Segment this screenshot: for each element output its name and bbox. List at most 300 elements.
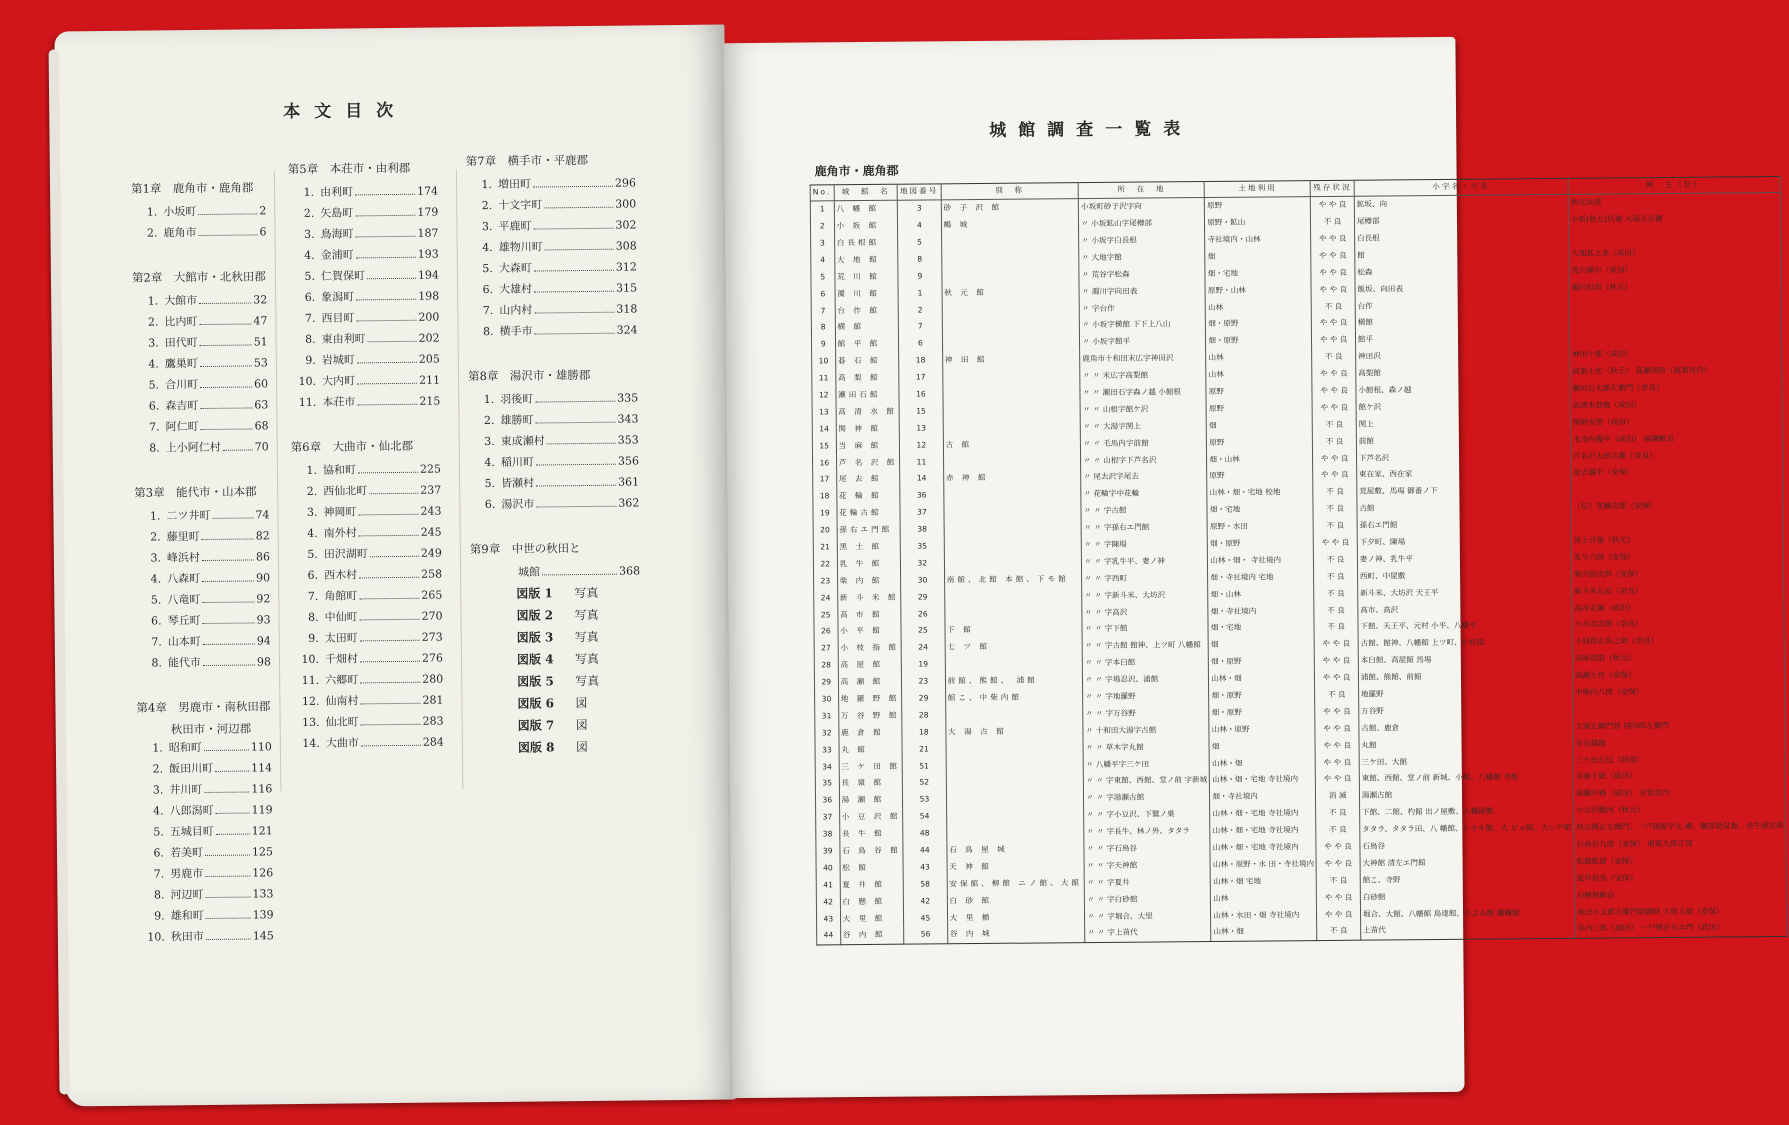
dot-leader (357, 370, 417, 385)
plate-label: 図版 4 (516, 652, 554, 667)
table-cell: 高清水登後（成田） (1570, 396, 1783, 415)
entry-number: 6. (148, 399, 160, 413)
table-cell: や や 良 (1312, 332, 1356, 349)
table-cell: 原野 (1206, 383, 1312, 401)
contents-column-3 (466, 151, 643, 785)
table-cell: 12 (812, 387, 836, 404)
entry-page: 283 (422, 714, 444, 728)
table-cell: 43 (903, 859, 947, 876)
entry-title: 男鹿市 (170, 867, 204, 881)
table-cell: 2 (898, 302, 942, 319)
entry-title: 皆瀬村 (501, 476, 535, 490)
table-cell: 1 (898, 285, 942, 302)
table-cell: 32 (815, 725, 839, 742)
entry-page: 361 (618, 475, 640, 489)
table-cell: 鶴 城 (941, 216, 1079, 234)
entry-title: 羽後町 (500, 392, 534, 406)
table-cell: 尾 去 館 (836, 471, 900, 488)
table-cell: 〃 〃 山根字下芦名沢 (1081, 451, 1207, 469)
table-cell: 砂 子 沢 館 (941, 199, 1079, 218)
table-cell: 〃 〃 字場忍沢、浦館 (1083, 671, 1209, 689)
entry-page: 86 (255, 550, 270, 564)
table-header-cell: 残存状況 (1311, 180, 1355, 196)
dot-leader (199, 289, 251, 304)
entry-page: 94 (256, 634, 271, 648)
entry-page: 258 (421, 567, 443, 581)
entry-page: 335 (617, 391, 639, 405)
table-cell: 8 (811, 319, 835, 336)
entry-number: 3. (152, 783, 164, 797)
plate-entry (470, 581, 640, 605)
table-cell: 地 羅 野 館 (838, 691, 902, 708)
dot-leader (369, 480, 418, 495)
entry-title: 大雄村 (499, 282, 533, 296)
dot-leader (533, 215, 613, 230)
entry-page: 202 (418, 331, 440, 345)
contents-entry (139, 904, 274, 926)
table-cell: 不 良 (1317, 923, 1361, 941)
table-cell: や や 良 (1312, 315, 1356, 332)
table-cell: 関神安房（成田） (1570, 413, 1783, 432)
entry-title: 湯沢市 (501, 497, 535, 511)
table-cell: 松館紘前（安保） (1574, 852, 1787, 871)
contents-entry (135, 609, 270, 631)
entry-page: 92 (256, 592, 271, 606)
table-cell: 新斗米、大坊沢 天王平 (1357, 583, 1571, 602)
dot-leader (204, 779, 249, 793)
table-cell: 〃 〃 字古館 館神、上ツ町 八幡館 (1082, 637, 1208, 655)
entry-page: 116 (251, 782, 273, 796)
contents-entry (138, 862, 273, 884)
contents-entry (291, 459, 441, 482)
table-cell: 29 (901, 589, 945, 606)
dot-leader (360, 627, 420, 642)
entry-title: 若美町 (169, 846, 204, 860)
table-cell: や や 良 (1312, 399, 1356, 416)
table-cell: や や 良 (1315, 636, 1359, 653)
contents-entry (467, 319, 637, 342)
entry-number: 5. (307, 547, 318, 561)
table-cell: 神田沢 (1355, 347, 1569, 366)
entry-number: 1. (306, 463, 318, 477)
table-cell (946, 824, 1084, 842)
table-cell: 孫右エ門館 (837, 522, 901, 539)
dot-leader (223, 436, 253, 450)
entry-number: 2. (146, 226, 158, 240)
table-cell: 〃 〃 字陳場 (1081, 536, 1207, 554)
table-cell: 27 (814, 640, 838, 657)
entry-page: 60 (254, 377, 269, 391)
table-cell: 〃 大地字館 (1079, 249, 1205, 267)
entry-title: 雄勝町 (500, 413, 534, 427)
entry-page: 273 (421, 630, 443, 644)
entry-page: 63 (254, 398, 269, 412)
table-cell: 24 (814, 590, 838, 607)
entry-number: 4. (482, 240, 493, 255)
table-cell: 〃 〃 字夏井 (1084, 874, 1210, 892)
entry-number: 4. (148, 357, 159, 371)
contents-entry (138, 820, 273, 842)
entry-title: 井川町 (169, 783, 203, 797)
contents-entry (467, 256, 637, 279)
entry-number: 8. (482, 324, 494, 339)
entry-number: 3. (303, 227, 315, 241)
table-cell: 芦 名 沢 館 (836, 454, 900, 471)
contents-entry (291, 480, 441, 503)
dot-leader (361, 732, 421, 747)
entry-page: 225 (419, 462, 442, 476)
contents-entry (294, 731, 444, 754)
entry-number: 4. (150, 572, 162, 586)
table-cell: 〃 小坂字白長根 (1079, 232, 1205, 250)
table-cell: 鉱坂、向 (1354, 194, 1568, 213)
table-cell: 16 (899, 386, 943, 403)
table-cell: 6 (899, 335, 943, 352)
table-cell: 高梨館 (1356, 364, 1570, 383)
plate-kind: 写真 (574, 607, 599, 623)
contents-entry (466, 193, 636, 216)
table-cell: 23 (814, 573, 838, 590)
entry-title: 二ツ井町 (166, 508, 211, 523)
contents-entry (293, 690, 443, 713)
dot-leader (534, 299, 614, 314)
entry-title: 小坂町 (163, 205, 197, 219)
dot-leader (370, 543, 419, 558)
table-header-cell: 城 館 名 (834, 184, 898, 201)
table-cell: 高市、高沢 (1358, 600, 1572, 619)
table-cell: 山林・畑・宅地 寺社境内 (1210, 839, 1316, 857)
table-cell: 30 (901, 572, 945, 589)
entry-title: 仙北町 (325, 715, 359, 729)
table-cell: 夏 井 館 (840, 876, 904, 893)
contents-entry (136, 651, 271, 673)
table-cell (945, 655, 1083, 673)
entry-page: 205 (418, 352, 440, 366)
table-cell: 横館 (1355, 313, 1569, 332)
entry-page: 139 (252, 908, 274, 922)
entry-number: 4. (304, 248, 315, 262)
entry-number: 7. (307, 589, 319, 603)
table-cell: 中柴内八郎（安保） (1572, 683, 1785, 702)
table-cell: 30 (815, 691, 839, 708)
contents-column-1 (131, 179, 274, 973)
dot-leader (367, 265, 416, 280)
dot-leader (355, 181, 415, 196)
table-cell: 湯瀬中務（成田） 安信宮内 (1573, 784, 1786, 803)
table-cell (942, 368, 1080, 386)
dot-leader (212, 504, 253, 518)
table-cell: 長嶺下総（成田） (1573, 767, 1786, 786)
entry-number: 6. (151, 614, 162, 628)
table-cell: 瀬田石太郎左衛門（奈良） (1570, 379, 1783, 398)
contents-entry (134, 504, 269, 526)
table-cell: 丸館 (1359, 735, 1573, 754)
dot-leader (356, 286, 416, 301)
entry-page: 110 (250, 740, 272, 754)
table-cell: 原野 (1206, 400, 1312, 418)
table-cell: 畑・原野 (1206, 332, 1312, 350)
table-cell: 〃 八幡平字三ケ田 (1083, 755, 1209, 773)
table-cell: 地羅野 (1358, 685, 1572, 704)
table-cell: 高瀬土佐（安保） (1572, 666, 1785, 685)
entry-page: 82 (255, 529, 270, 543)
entry-page: 194 (417, 268, 440, 282)
entry-page: 296 (614, 176, 637, 190)
entry-title: 飯田川町 (169, 761, 214, 776)
table-cell: や や 良 (1313, 467, 1357, 484)
table-cell: や や 良 (1311, 230, 1355, 247)
table-cell: タタラ、タタラ田、八 幡館、シセキ館、大 ビョ館、大シゲ館 (1360, 820, 1574, 839)
table-cell: や や 良 (1316, 754, 1360, 771)
table-cell: 大神館 清左エ門館 (1360, 854, 1574, 873)
table-cell: 〃 十和田大湯字古館 (1083, 722, 1209, 740)
entry-title: 峰浜村 (166, 551, 200, 565)
table-cell: 37 (900, 504, 944, 521)
contents-entry (468, 408, 638, 431)
table-cell: 35 (815, 776, 839, 793)
plate-label: 図版 7 (517, 718, 555, 733)
chapter-heading: 第1章 鹿角市・鹿角郡 (130, 180, 254, 196)
dot-leader (360, 690, 420, 705)
entry-title: 八竜町 (167, 593, 201, 607)
table-cell: 〃 荒谷字松森 (1079, 266, 1205, 284)
contents-entry (293, 669, 443, 692)
entry-title: 千畑村 (324, 652, 359, 666)
table-cell: 26 (814, 624, 838, 641)
entry-number: 5. (304, 269, 316, 283)
table-cell: 成田小太郎左衛門尉顕時 大里上総（安保） (1574, 902, 1787, 921)
table-header-cell: No. (810, 185, 834, 201)
entry-page: 284 (422, 735, 444, 749)
entry-title: 六郷町 (325, 673, 359, 687)
table-cell (943, 385, 1081, 403)
contents-entry (139, 925, 274, 947)
table-cell: 乳 牛 館 (837, 555, 901, 572)
table-cell: 山林 (1211, 890, 1317, 908)
dot-leader (536, 472, 616, 487)
table-cell: 畑・宅地 (1208, 619, 1314, 637)
plate-entry (471, 691, 641, 715)
entry-title: 大森町 (498, 261, 532, 275)
contents-entry (135, 525, 270, 547)
dot-leader (357, 349, 417, 364)
entry-number: 5. (153, 825, 164, 839)
entry-page: 125 (251, 845, 274, 859)
table-cell: 畑 (1209, 738, 1315, 756)
contents-chapter-group (134, 483, 271, 673)
entry-page: 312 (615, 260, 637, 274)
contents-entry (138, 883, 273, 905)
plate-kind: 写真 (574, 651, 600, 667)
table-cell: 館こ、寺野 (1360, 870, 1574, 889)
entry-page: 70 (254, 440, 269, 454)
table-cell: 荒 川 館 (834, 268, 898, 285)
chapter-heading: 第5章 本荘市・由利郡 (287, 160, 411, 177)
contents-entry (466, 172, 636, 195)
table-cell: 下 館 (945, 621, 1083, 639)
plate-entry (470, 603, 640, 627)
entry-page: 276 (421, 651, 444, 665)
table-cell: 〃 〃 字西町 (1082, 570, 1208, 588)
entry-title: 神岡町 (323, 505, 357, 519)
entry-number: 4. (307, 526, 318, 540)
chapter-heading: 第7章 横手市・平鹿郡 (465, 152, 589, 169)
table-cell: や や 良 (1317, 906, 1361, 923)
table-cell: 〃 花輪字中花輪 (1081, 485, 1207, 503)
plate-entry (472, 713, 642, 737)
contents-entry (131, 221, 266, 243)
table-cell: 山林・畑 (1211, 923, 1317, 941)
contents-entry (133, 352, 268, 374)
dot-leader (206, 905, 251, 919)
plate-label: 図版 8 (517, 740, 555, 755)
dot-leader (359, 564, 419, 579)
table-cell: 5 (811, 269, 835, 286)
entry-number: 9. (308, 631, 319, 645)
table-cell: 古館 (1357, 499, 1571, 518)
table-cell: 下館、天王平、元村 小平、八幡平 (1358, 617, 1572, 636)
table-cell (1571, 480, 1784, 499)
table-cell: 不 良 (1313, 433, 1357, 450)
entry-title: 比内町 (164, 315, 198, 329)
entry-title: 大館市 (164, 294, 198, 308)
table-cell: 館 (1355, 246, 1569, 265)
dot-leader (216, 821, 250, 835)
table-cell: 高 清 水 館 (836, 403, 900, 420)
table-cell: 7 (899, 319, 943, 336)
table-cell: 〃 〃 字地羅野 (1083, 688, 1209, 706)
table-cell (943, 452, 1081, 470)
entry-title: 十文字町 (498, 198, 543, 212)
table-cell: 12 (900, 437, 944, 454)
dot-leader (355, 202, 415, 217)
table-cell: 44 (817, 928, 841, 946)
table-cell (946, 773, 1084, 791)
table-cell: 不 良 (1314, 585, 1358, 602)
contents-entry (290, 349, 440, 372)
table-cell: 前館 (1356, 431, 1570, 450)
table-cell: 山林 (1206, 366, 1312, 384)
table-cell: 〃 〃 大湯字関上 (1080, 418, 1206, 436)
table-cell (942, 317, 1080, 335)
entry-title: 東由利町 (321, 332, 366, 346)
table-cell: 濁 川 館 (835, 285, 899, 302)
table-header-cell: 別 称 (941, 183, 1079, 200)
entry-page: 145 (252, 929, 274, 943)
entry-number: 10. (298, 374, 317, 388)
table-cell: 白 砂 館 (947, 892, 1085, 910)
plate-kind: 図 (575, 695, 588, 711)
entry-number: 1. (146, 205, 158, 219)
entry-page: 368 (619, 564, 641, 578)
table-cell (941, 250, 1079, 268)
table-cell: 53 (903, 791, 947, 808)
table-cell: 11 (900, 454, 944, 471)
table-cell (943, 486, 1081, 504)
table-cell: 妻ノ神、乳牛平 (1357, 550, 1571, 569)
entry-page: 51 (253, 335, 268, 349)
entry-page: 356 (617, 454, 639, 468)
contents-entry (468, 387, 638, 410)
table-cell: 小枝指左馬之助（奈良） (1572, 632, 1785, 651)
table-cell: 新 斗 米 館 (837, 589, 901, 606)
table-cell: 黒 土 館 (837, 539, 901, 556)
chapter-heading: 第2章 大館市・北秋田郡 (131, 269, 266, 285)
entry-title: 稲川町 (500, 455, 534, 469)
table-cell: 52 (903, 775, 947, 792)
survey-title: 城館調査一覧表 (989, 119, 1193, 141)
entry-title: 能代市 (167, 656, 202, 670)
entry-title: 象潟町 (321, 290, 355, 304)
entry-number: 1. (149, 509, 161, 523)
contents-entry (137, 736, 272, 758)
table-cell: 不 良 (1316, 805, 1360, 822)
entry-page: 245 (420, 525, 442, 539)
entry-page: 300 (615, 197, 637, 211)
entry-number: 1. (147, 294, 159, 308)
contents-entry (466, 214, 636, 237)
table-cell: 〃 〃 字乳牛平、妻ノ神 (1082, 553, 1208, 571)
table-cell: 22 (813, 556, 837, 573)
table-cell: 不 良 (1314, 619, 1358, 636)
entry-title: 平鹿町 (498, 219, 532, 233)
table-cell: 松森 (1355, 262, 1569, 281)
entry-number: 7. (148, 420, 160, 434)
table-cell: 下夕町、陳場 (1357, 533, 1571, 552)
table-cell: 大地甚之丞（成田） (1569, 244, 1782, 263)
table-cell: 17 (899, 369, 943, 386)
table-cell: 不 良 (1313, 501, 1357, 518)
table-cell: 古館、鹿倉 (1359, 718, 1573, 737)
table-cell: 〃 〃 字高沢 (1082, 603, 1208, 621)
table-cell: 谷 内 城 (947, 925, 1085, 944)
entry-title: 協和町 (322, 463, 357, 477)
chapter-heading: 第4章 男鹿市・南秋田郡 (136, 699, 271, 715)
table-cell: 8 (898, 251, 942, 268)
entry-title: 八郎潟町 (169, 803, 214, 818)
table-cell: 白懸勘解由 (1574, 885, 1787, 904)
dot-leader (368, 328, 417, 343)
entry-number: 12. (301, 694, 320, 708)
table-cell: 山林・水田・畑 寺社境内 (1211, 906, 1317, 924)
plate-kind: 写真 (574, 585, 599, 601)
table-cell: 〃 〃 字本臼館 (1082, 654, 1208, 672)
entry-number: 6. (153, 846, 165, 860)
entry-title: 秋田市 (170, 930, 204, 944)
table-cell: 松 館 (840, 859, 904, 876)
table-cell: 畑・山林 (1207, 450, 1313, 468)
table-cell: 畑・寺社境内 宅地 (1208, 569, 1314, 587)
entry-title: 金浦町 (320, 248, 354, 262)
entry-page: 315 (616, 281, 638, 295)
table-cell: 芦名沢太郎兵衛（奈良） (1570, 446, 1783, 465)
table-cell: 14 (812, 421, 836, 438)
table-cell: 石鳥谷 (1360, 837, 1574, 856)
dot-leader (202, 609, 254, 624)
plate-label: 図版 2 (516, 608, 554, 623)
contents-entry (289, 307, 439, 330)
table-cell: 小平彦次郎（奈良） (1572, 615, 1785, 634)
entry-page: 193 (417, 247, 439, 261)
entry-title: 横手市 (499, 324, 533, 338)
table-cell: 孫右エ門館 (1357, 516, 1571, 535)
table-cell: 畑・原野 (1209, 687, 1315, 705)
entry-page: 114 (251, 761, 273, 775)
contents-entry (467, 298, 637, 321)
entry-title: 鳥海町 (320, 227, 354, 241)
entry-page: 249 (420, 546, 442, 560)
dot-leader (360, 669, 420, 684)
